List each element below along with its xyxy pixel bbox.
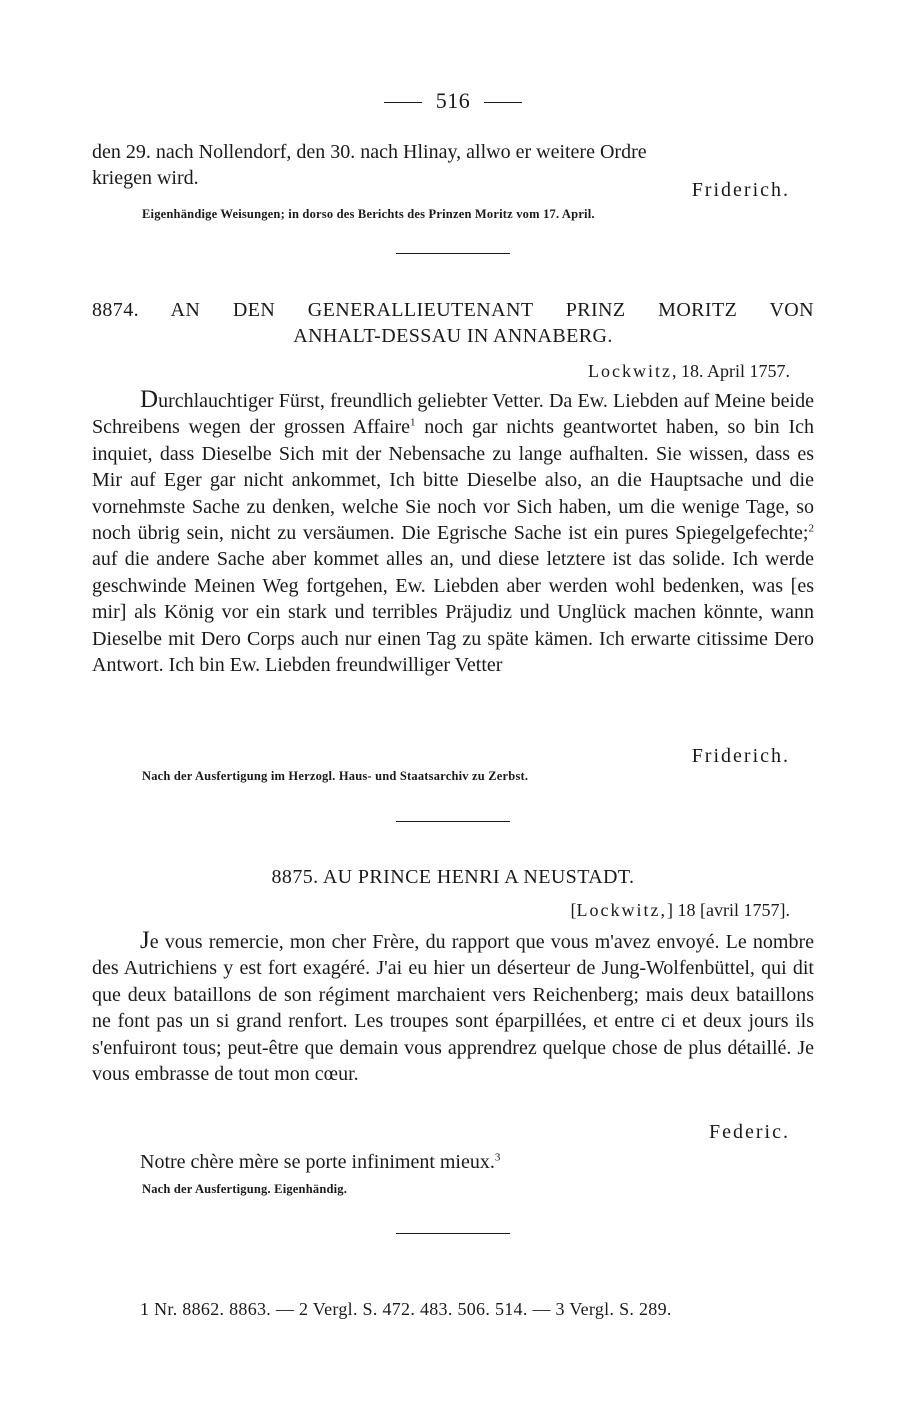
letter-8874-initial: D [140,386,159,413]
letter-8875-initial: J [140,927,150,954]
letter-8874-body [92,387,814,678]
letter-8874-date-rest: , 18. April 1757. [671,361,790,381]
letter-8875-body-text: e vous remercie, mon cher Frère, du rapport que vous m'avez envoyé. Le nombre des Autrichiens y est fort exagéré. J'ai eu hier un déserteur de Jung-Wolfenbüttel, qui dit que deux bataillons de son régiment marchaient vers Reichenberg; mais deux bataillons ne font pas un si grand renfort. Les troupes sont éparpillées, et entre ci et deux jours ils s'enfuiront tous; peut-être que demain vous apprendrez quelque chose de plus détaillé. Je vous embrasse de tout mon cœur. [92,931,814,1086]
letter-8874-heading-line-2: ANHALT-DESSAU IN ANNABERG. [293,325,613,347]
letter-8874-source-note: Nach der Ausfertigung im Herzogl. Haus- und Staatsarchiv zu Zerbst. [142,769,529,783]
letter-8874-signature: Friderich. [691,745,790,767]
letter-8875-dateline [571,900,814,921]
continuation-line-2: kriegen wird. [92,167,199,190]
letter-8874-body-part-2: noch gar nichts geantwortet haben, so bin Ich inquiet, dass Dieselbe Sich mit der Nebensache zu lange aufhalten. Sie wissen, dass es Mir auf Eger gar nicht ankommet, Ich bitte Dieselbe also, an die Hauptsache und die vornehmste Sache zu denken, welche Sie noch vor Sich haben, um die wenige Tage, so noch übrig sein, nicht zu versäumen. Die Egrische Sache ist ein pures Spiegelgefechte; [92,416,814,545]
page-number [92,88,814,114]
letter-8874-heading-line-1: 8874. AN DEN GENERALLIEUTENANT PRINZ MORITZ VON [92,299,814,321]
letter-8875-signature: Federic. [709,1121,790,1143]
letter-8875-postscript [140,1149,500,1175]
source-note-top: Eigenhändige Weisungen; in dorso des Berichts des Prinzen Moritz vom 17. April. [142,207,595,221]
signature-top: Friderich. [691,179,790,201]
letter-8875-source-note: Nach der Ausfertigung. Eigenhändig. [142,1182,348,1196]
section-divider-1 [396,253,510,254]
letter-8874-date-place: Lockwitz [588,361,672,381]
letter-8875-date-rest: ] 18 [avril 1757]. [667,900,790,920]
footnote-ref-1: 1 [410,416,416,429]
page-number-dash-left [384,102,422,103]
section-divider-2 [396,821,510,822]
section-divider-3 [396,1233,510,1234]
letter-8875-date-place: Lockwitz, [576,900,668,920]
continuation-line-1: den 29. nach Nollendorf, den 30. nach Hlinay, allwo er weitere Ordre [92,141,647,163]
letter-8875-postscript-text: Notre chère mère se porte infiniment mieux. [140,1151,495,1173]
page-number-dash-right [484,102,522,103]
letter-8874-body-part-3: auf die andere Sache aber kommet alles an, und diese letztere ist das solide. Ich werde geschwinde Meinen Weg fortgehen, Ew. Liebden aber werden wohl bedenken, was [es mir] als König vor ein stark und terribles Präjudiz und Unglück machen könnte, wann Dieselbe mit Dero Corps auch nur einen Tag zu späte kämen. Ich erwarte citissime Dero Antwort. Ich bin Ew. Liebden freundwilliger Vetter [92,548,814,677]
footnotes: 1 Nr. 8862. 8863. — 2 Vergl. S. 472. 483. 506. 514. — 3 Vergl. S. 289. [140,1299,672,1319]
letter-8874-heading [92,297,814,349]
letter-8874-body-part-1: urchlauchtiger Fürst, freundlich geliebter Vetter. Da Ew. Liebden auf Meine beide Schreibens wegen der grossen Affaire [92,390,814,439]
letter-8874-dateline [588,361,814,382]
footnote-ref-2: 2 [808,522,814,535]
page-number-text: 516 [435,88,471,113]
letter-8875-date-open: [ [570,900,577,920]
letter-8875-heading: 8875. AU PRINCE HENRI A NEUSTADT. [271,866,635,888]
footnote-ref-3: 3 [494,1151,501,1164]
letter-8875-body [92,928,814,1087]
